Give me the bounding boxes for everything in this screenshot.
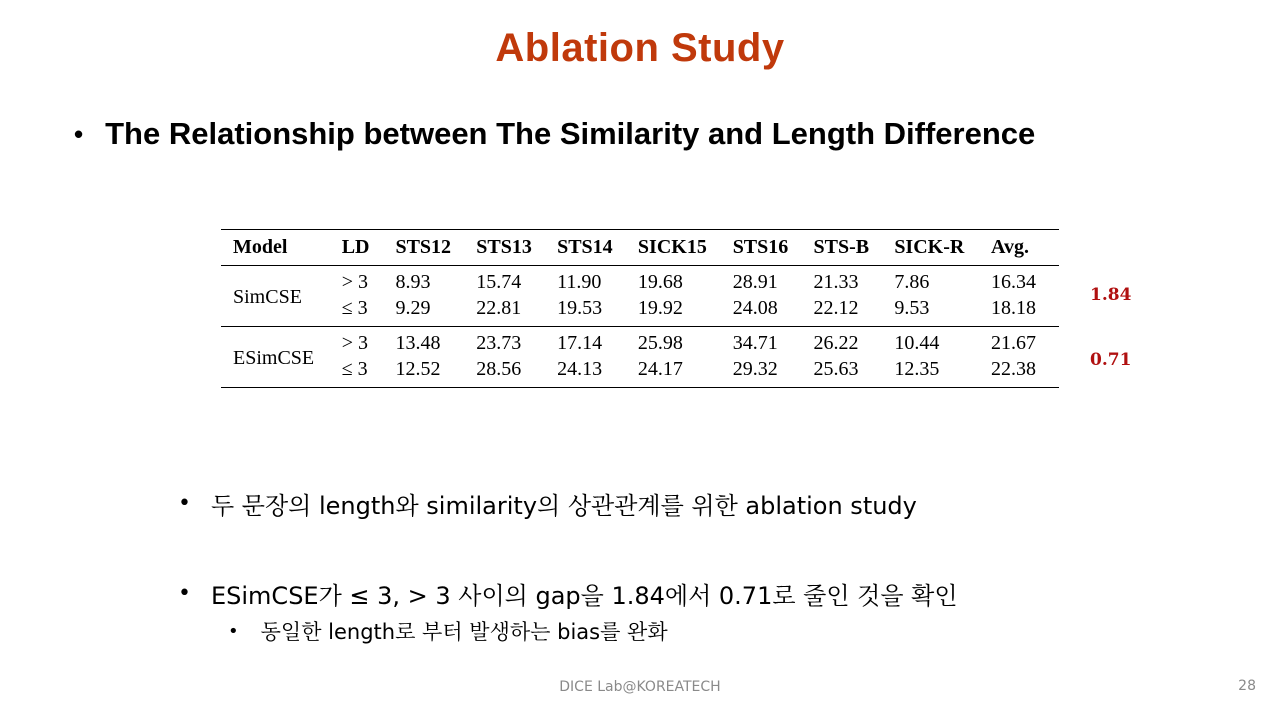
value-cell: 25.63 xyxy=(814,356,895,388)
sub-sub-bullet-text: 동일한 length로 부터 발생하는 bias를 완화 xyxy=(260,620,668,644)
gap-simcse: 1.84 xyxy=(1090,285,1132,305)
footer-lab-name: DICE Lab@KOREATECH xyxy=(559,679,721,695)
value-cell: 19.92 xyxy=(638,295,733,327)
header-sick-r: SICK-R xyxy=(894,230,991,266)
gap-esimcse: 0.71 xyxy=(1090,350,1132,370)
header-sts13: STS13 xyxy=(476,230,557,266)
value-cell: 34.71 xyxy=(732,331,778,354)
header-sts14: STS14 xyxy=(557,230,638,266)
model-name-simcse: SimCSE xyxy=(221,266,342,327)
value-cell: 23.73 xyxy=(476,331,522,354)
value-cell: 29.32 xyxy=(733,356,814,388)
table-row xyxy=(221,327,1059,357)
header-sick15: SICK15 xyxy=(638,230,733,266)
table-row xyxy=(221,266,1059,296)
value-cell: 17.14 xyxy=(557,331,603,354)
page-number: 28 xyxy=(1238,678,1256,694)
ld-cell: ≤ 3 xyxy=(342,356,396,388)
header-ld: LD xyxy=(342,230,396,266)
value-cell: 26.22 xyxy=(813,331,859,354)
sub-bullet-2-text: ESimCSE가 ≤ 3, > 3 사이의 gap을 1.84에서 0.71로 줄인 것을 확인 xyxy=(210,582,958,610)
value-cell: 12.35 xyxy=(894,356,991,388)
value-cell: 21.67 xyxy=(991,331,1037,354)
value-cell: 19.53 xyxy=(557,295,638,327)
value-cell: 15.74 xyxy=(476,270,522,293)
value-cell: 9.29 xyxy=(395,295,476,327)
value-cell: 28.56 xyxy=(476,356,557,388)
slide-title: Ablation Study xyxy=(495,26,785,70)
results-table xyxy=(221,229,1059,388)
value-cell: 24.08 xyxy=(733,295,814,327)
header-sts16: STS16 xyxy=(733,230,814,266)
model-name-esimcse: ESimCSE xyxy=(221,327,342,388)
sub-bullet-1 xyxy=(178,486,917,521)
value-cell: 19.68 xyxy=(637,270,683,293)
value-cell: 18.18 xyxy=(991,295,1059,327)
bullet-icon: • xyxy=(178,491,191,516)
sub-bullet-2 xyxy=(178,576,958,611)
table-row xyxy=(221,295,1059,327)
value-cell: 24.13 xyxy=(557,356,638,388)
sub-bullet-1-text: 두 문장의 length와 similarity의 상관관계를 위한 ablation study xyxy=(210,492,917,520)
value-cell: 21.33 xyxy=(813,270,859,293)
value-cell: 22.38 xyxy=(991,356,1059,388)
value-cell: 8.93 xyxy=(395,270,431,293)
header-sts12: STS12 xyxy=(395,230,476,266)
main-bullet-text: The Relationship between The Similarity and Length Difference xyxy=(105,116,1036,151)
header-avg: Avg. xyxy=(991,230,1059,266)
value-cell: 16.34 xyxy=(991,270,1037,293)
value-cell: 28.91 xyxy=(732,270,778,293)
ld-cell: ≤ 3 xyxy=(342,295,396,327)
value-cell: 10.44 xyxy=(894,331,940,354)
sub-sub-bullet xyxy=(228,616,668,646)
table-header-row xyxy=(221,230,1059,266)
value-cell: 22.12 xyxy=(814,295,895,327)
ld-cell: > 3 xyxy=(341,270,368,293)
ld-cell: > 3 xyxy=(341,331,368,354)
value-cell: 12.52 xyxy=(395,356,476,388)
value-cell: 25.98 xyxy=(637,331,683,354)
table-row xyxy=(221,356,1059,388)
bullet-icon: • xyxy=(228,620,239,642)
bullet-icon: • xyxy=(178,581,191,606)
bullet-icon: • xyxy=(74,118,84,149)
value-cell: 7.86 xyxy=(894,270,930,293)
value-cell: 9.53 xyxy=(894,295,991,327)
value-cell: 13.48 xyxy=(395,331,441,354)
value-cell: 11.90 xyxy=(557,270,602,293)
main-bullet xyxy=(74,116,1035,152)
header-sts-b: STS-B xyxy=(814,230,895,266)
header-model: Model xyxy=(221,230,342,266)
value-cell: 22.81 xyxy=(476,295,557,327)
value-cell: 24.17 xyxy=(638,356,733,388)
